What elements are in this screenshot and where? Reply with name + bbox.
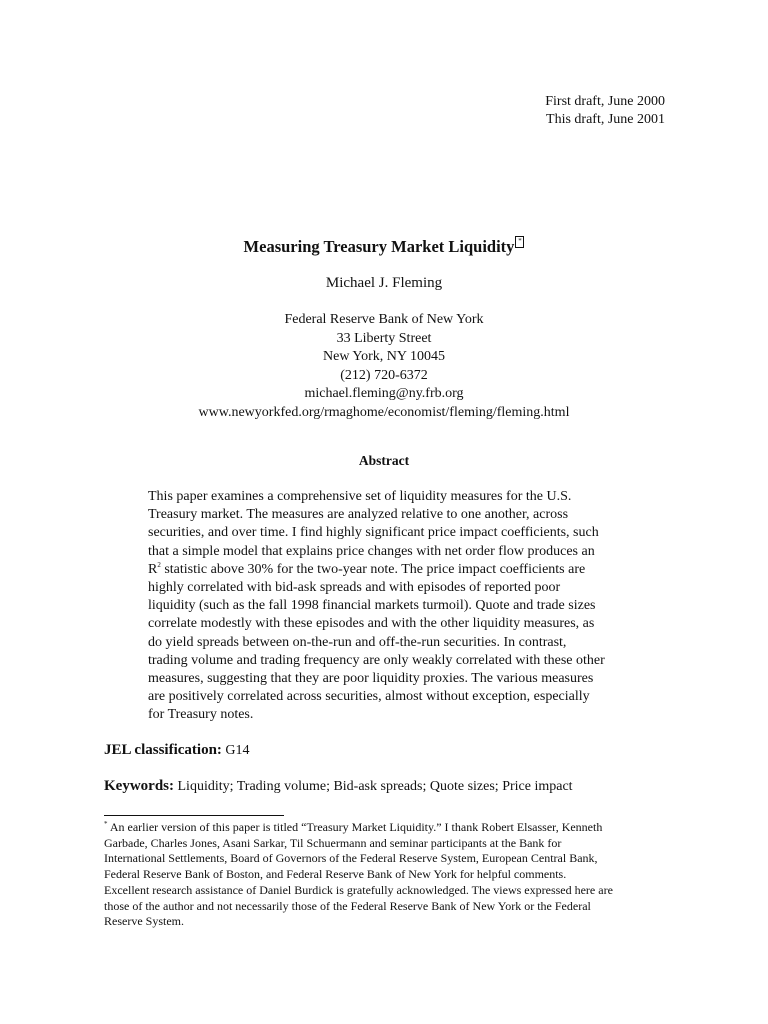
current-draft-date: This draft, June 2001 (546, 112, 665, 127)
title-footnote-mark[interactable]: * (515, 236, 524, 248)
abstract-line: highly correlated with bid-ask spreads and with episodes of reported poor (148, 580, 561, 596)
abstract-line-text: statistic above 30% for the two-year note. The price impact coefficients are (164, 561, 586, 577)
address-street: 33 Liberty Street (336, 330, 432, 346)
footnote-line: those of the author and not necessarily those of the Federal Reserve Bank of New York or the Federal (104, 898, 591, 913)
abstract-body (148, 488, 628, 725)
address-email: michael.fleming@ny.frb.org (304, 386, 464, 401)
abstract-line: measures, suggesting that they are poor liquidity proxies. The various measures (148, 671, 594, 687)
footnote (104, 820, 684, 930)
paper-title (0, 236, 768, 257)
footnote-divider (104, 815, 284, 816)
keywords-value: Liquidity; Trading volume; Bid-ask spreads; Quote sizes; Price impact (174, 779, 573, 794)
abstract-line: correlate modestly with these episodes and with the other liquidity measures, as (148, 616, 595, 632)
address-institution: Federal Reserve Bank of New York (284, 312, 484, 327)
author-address (0, 311, 768, 422)
jel-label: JEL classification: (104, 742, 222, 758)
abstract-line: This paper examines a comprehensive set of liquidity measures for the U.S. (148, 489, 572, 504)
address-city: New York, NY 10045 (323, 349, 445, 364)
abstract-line: securities, and over time. I find highly significant price impact coefficients, such (148, 525, 599, 541)
abstract-line: are positively correlated across securities, almost without exception, especially (148, 689, 590, 705)
abstract-line: for Treasury notes. (148, 707, 254, 723)
footnote-line: Excellent research assistance of Daniel Burdick is gratefully acknowledged. The views expressed here are (104, 882, 613, 897)
abstract-line: trading volume and trading frequency are only weakly correlated with these other (148, 652, 605, 668)
draft-dates (545, 93, 665, 129)
footnote-mark: * (104, 820, 108, 828)
jel-classification (104, 742, 250, 759)
keywords-label: Keywords: (104, 778, 174, 794)
footnote-line: Reserve System. (104, 914, 184, 929)
r-squared-symbol: R (148, 561, 158, 577)
address-website: www.newyorkfed.org/rmaghome/economist/fleming/fleming.html (198, 404, 570, 420)
footnote-line: Garbade, Charles Jones, Asani Sarkar, Til Schuermann and seminar participants at the Bank for (104, 835, 562, 850)
footnote-line: Federal Reserve Bank of Boston, and Federal Reserve Bank of New York for helpful comments. (104, 867, 567, 882)
r-squared-exponent: 2 (157, 560, 161, 569)
jel-value: G14 (221, 743, 250, 758)
first-draft-date: First draft, June 2000 (545, 94, 665, 109)
abstract-heading: Abstract (358, 453, 410, 468)
abstract-line: Treasury market. The measures are analyzed relative to one another, across (148, 507, 569, 523)
footnote-line: International Settlements, Board of Governors of the Federal Reserve System, European Central Bank, (104, 851, 598, 866)
keywords (104, 778, 573, 795)
author-name: Michael J. Fleming (325, 275, 443, 291)
paper-title-text: Measuring Treasury Market Liquidity (243, 237, 515, 256)
footnote-line-first (104, 820, 684, 836)
abstract-line-r2 (148, 561, 628, 579)
footnote-line-text: An earlier version of this paper is titled “Treasury Market Liquidity.” I thank Robert Elsasser, Kenneth (107, 820, 603, 834)
abstract-line: do yield spreads between on-the-run and off-the-run securities. In contrast, (148, 634, 567, 650)
address-phone: (212) 720-6372 (340, 367, 428, 383)
abstract-line: that a simple model that explains price changes with net order flow produces an (148, 543, 595, 559)
abstract-line: liquidity (such as the fall 1998 financial markets turmoil). Quote and trade sizes (148, 598, 596, 614)
